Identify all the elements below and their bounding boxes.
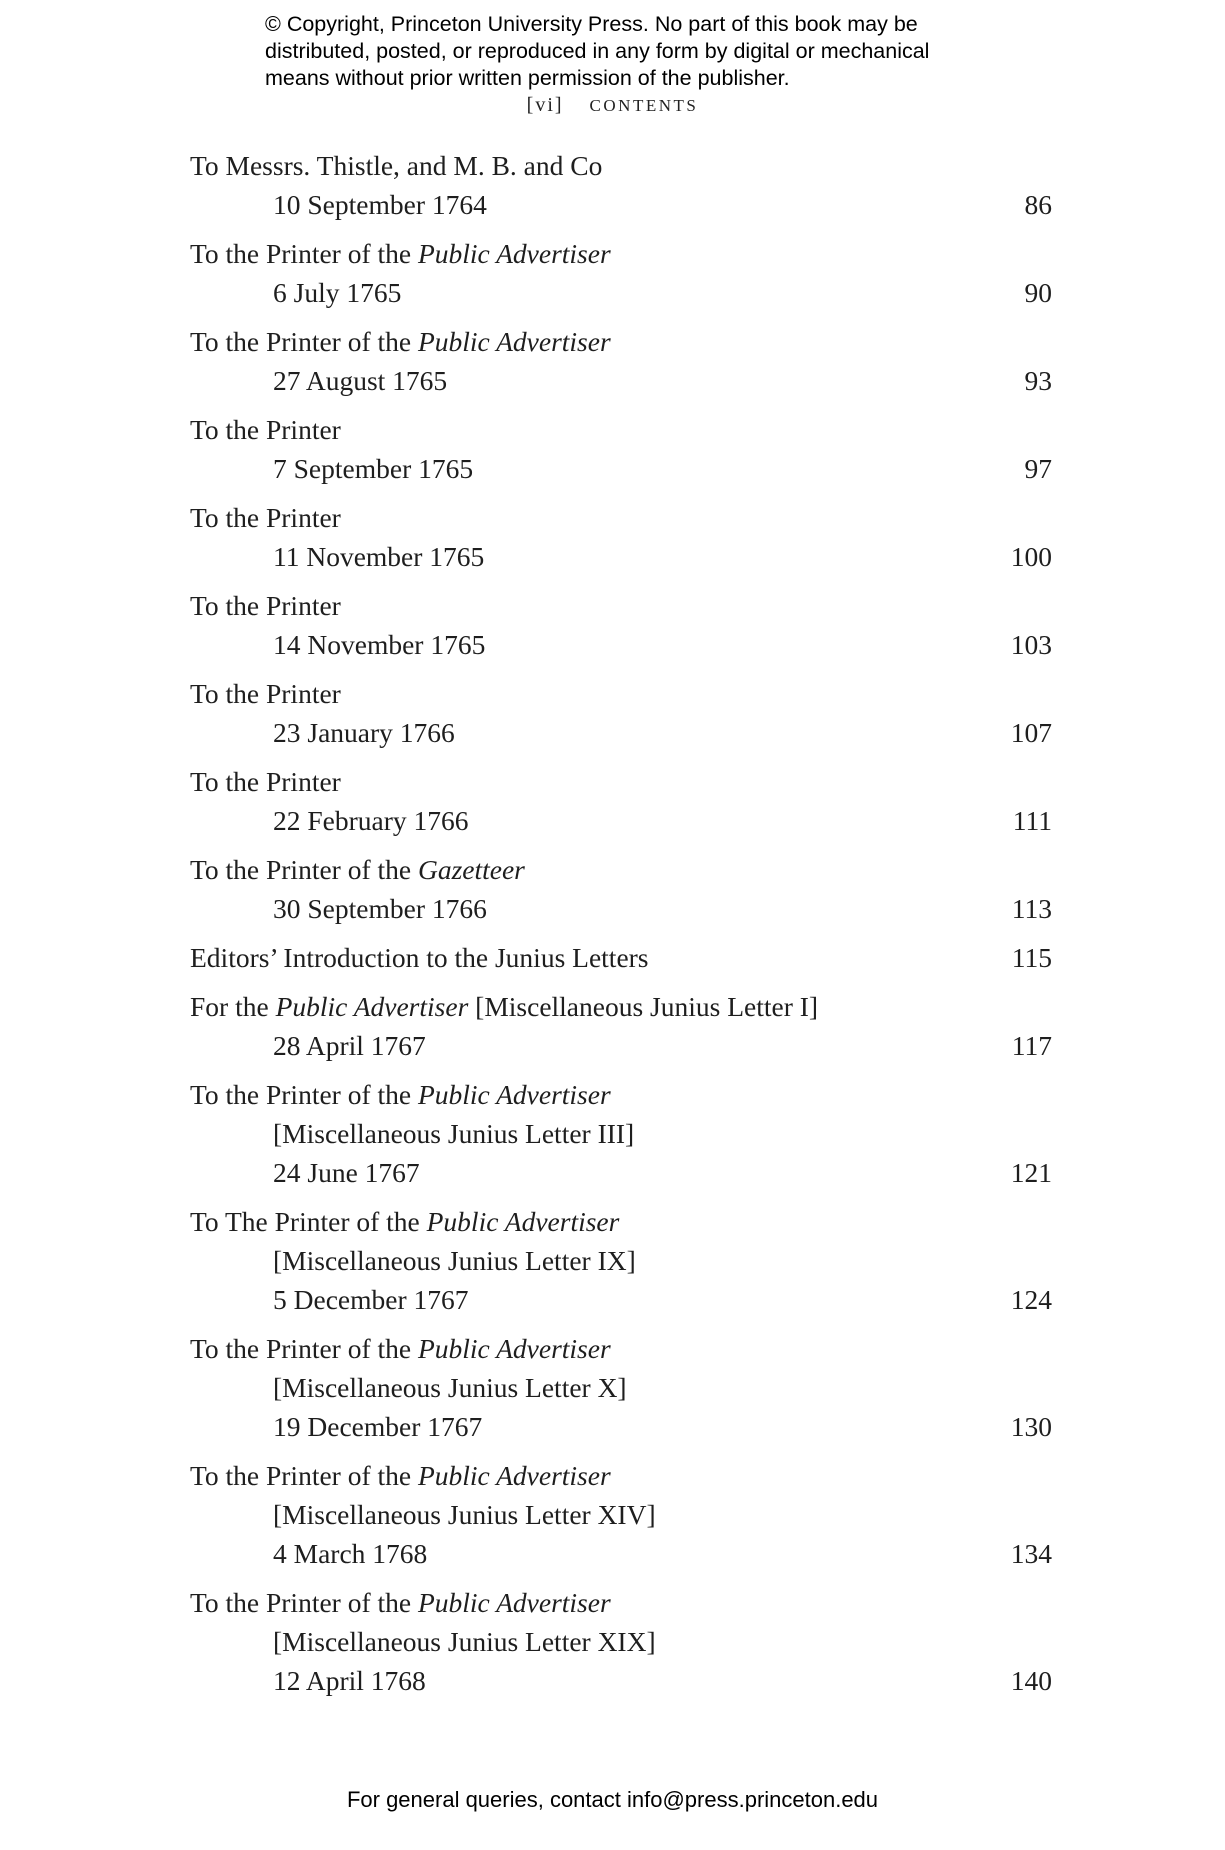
footer-contact: For general queries, contact info@press.princeton.edu — [346, 1787, 879, 1812]
toc-entry[interactable] — [190, 1075, 1052, 1192]
toc-entry-title — [190, 322, 1052, 361]
toc-entry-title — [190, 1202, 1052, 1241]
toc-entry-date: 14 November 1765 — [273, 629, 486, 660]
toc-entry-subtitle: [Miscellaneous Junius Letter III] — [273, 1118, 635, 1149]
toc-page-number: 86 — [1024, 189, 1052, 220]
toc-entry-date: 23 January 1766 — [273, 717, 455, 748]
toc-entry[interactable] — [190, 322, 1052, 400]
title-text: To the Printer — [190, 590, 341, 621]
toc-entry-date: 11 November 1765 — [273, 541, 485, 572]
toc-entry-subtitle: [Miscellaneous Junius Letter IX] — [273, 1245, 636, 1276]
title-italic: Gazetteer — [417, 854, 525, 885]
title-italic: Public Advertiser — [417, 1587, 611, 1618]
toc-page-number: 124 — [1010, 1284, 1052, 1315]
toc-entry-date: 22 February 1766 — [273, 805, 469, 836]
toc-entry-title — [190, 146, 1052, 185]
toc-entry[interactable] — [190, 850, 1052, 928]
toc-entry[interactable] — [190, 498, 1052, 576]
title-text: To the Printer of the — [190, 1587, 418, 1618]
toc-entry-title — [190, 498, 1052, 537]
toc-entry-date: 4 March 1768 — [273, 1538, 428, 1569]
toc-page-number: 130 — [1010, 1411, 1052, 1442]
toc-entry-title — [190, 234, 1052, 273]
toc-entry-subtitle: [Miscellaneous Junius Letter XIX] — [273, 1626, 656, 1657]
toc-entry-title — [190, 410, 1052, 449]
toc-entry-title — [190, 1456, 1052, 1495]
toc-entry-title — [190, 1329, 1052, 1368]
title-text: To the Printer of the — [190, 1079, 418, 1110]
title-italic: Public Advertiser — [417, 326, 611, 357]
title-text: To the Printer — [190, 766, 341, 797]
title-suffix: [Miscellaneous Junius Letter I] — [468, 991, 819, 1022]
toc-page-number: 121 — [1010, 1157, 1052, 1188]
toc-entry[interactable] — [190, 762, 1052, 840]
title-text: To the Printer of the — [190, 1460, 418, 1491]
toc-page-number: 115 — [1011, 942, 1052, 973]
toc-entry-title — [190, 938, 1052, 977]
toc-entry-date: 5 December 1767 — [273, 1284, 469, 1315]
toc-entry-date: 7 September 1765 — [273, 453, 474, 484]
page-title: CONTENTS — [589, 96, 699, 115]
toc-entry-date: 30 September 1766 — [273, 893, 487, 924]
toc-entry[interactable] — [190, 938, 1052, 977]
title-italic: Public Advertiser — [417, 1333, 611, 1364]
toc-entry[interactable] — [190, 987, 1052, 1065]
toc-entry[interactable] — [190, 146, 1052, 224]
title-text: Editors’ Introduction to the Junius Letters — [190, 942, 649, 973]
toc-entry-title — [190, 850, 1052, 889]
toc-entry-date: 10 September 1764 — [273, 189, 487, 220]
copyright-line: means without prior written permission of the publisher. — [265, 66, 790, 90]
toc-entry[interactable] — [190, 1329, 1052, 1446]
toc-page-number: 103 — [1010, 629, 1052, 660]
title-text: To the Printer — [190, 678, 341, 709]
toc-page-number: 113 — [1011, 893, 1052, 924]
page-folio: [vi] — [526, 94, 564, 116]
title-text: To The Printer of the — [190, 1206, 427, 1237]
toc-entry-title — [190, 762, 1052, 801]
toc-entry-title — [190, 1075, 1052, 1114]
toc-entry-title — [190, 674, 1052, 713]
toc-entry-subtitle: [Miscellaneous Junius Letter X] — [273, 1372, 627, 1403]
toc-page-number: 90 — [1024, 277, 1052, 308]
toc-page-number: 111 — [1012, 805, 1052, 836]
toc-page-number: 107 — [1010, 717, 1052, 748]
title-text: To the Printer — [190, 502, 341, 533]
toc-entry[interactable] — [190, 674, 1052, 752]
title-text: To the Printer of the — [190, 326, 418, 357]
toc-entry-title — [190, 586, 1052, 625]
title-italic: Public Advertiser — [417, 238, 611, 269]
title-italic: Public Advertiser — [275, 991, 469, 1022]
toc-entry-date: 28 April 1767 — [273, 1030, 426, 1061]
toc-page-number: 100 — [1010, 541, 1052, 572]
toc-entry-subtitle: [Miscellaneous Junius Letter XIV] — [273, 1499, 656, 1530]
title-text: To the Printer of the — [190, 854, 418, 885]
toc-entry[interactable] — [190, 1456, 1052, 1573]
toc-entry-date: 6 July 1765 — [273, 277, 402, 308]
toc-entry[interactable] — [190, 1583, 1052, 1700]
title-italic: Public Advertiser — [417, 1460, 611, 1491]
toc-page-number: 117 — [1011, 1030, 1052, 1061]
toc-entry-date: 27 August 1765 — [273, 365, 448, 396]
toc-entry[interactable] — [190, 1202, 1052, 1319]
toc-entry-title — [190, 1583, 1052, 1622]
toc-page-number: 97 — [1024, 453, 1052, 484]
toc-entry[interactable] — [190, 586, 1052, 664]
toc-page-number: 134 — [1010, 1538, 1052, 1569]
title-italic: Public Advertiser — [426, 1206, 620, 1237]
toc-entry[interactable] — [190, 234, 1052, 312]
running-head — [0, 94, 1225, 117]
title-text: To the Printer — [190, 414, 341, 445]
title-italic: Public Advertiser — [417, 1079, 611, 1110]
copyright-notice — [265, 11, 985, 92]
title-text: To the Printer of the — [190, 1333, 418, 1364]
copyright-line: distributed, posted, or reproduced in any form by digital or mechanical — [265, 39, 930, 63]
table-of-contents — [190, 146, 1052, 1710]
toc-page-number: 140 — [1010, 1665, 1052, 1696]
toc-entry-title — [190, 987, 1052, 1026]
toc-entry-date: 24 June 1767 — [273, 1157, 420, 1188]
title-text: To the Printer of the — [190, 238, 418, 269]
toc-entry[interactable] — [190, 410, 1052, 488]
toc-entry-date: 12 April 1768 — [273, 1665, 426, 1696]
title-text: For the — [190, 991, 276, 1022]
copyright-line: © Copyright, Princeton University Press. No part of this book may be — [265, 12, 918, 36]
title-text: To Messrs. Thistle, and M. B. and Co — [190, 150, 603, 181]
toc-entry-date: 19 December 1767 — [273, 1411, 483, 1442]
toc-page-number: 93 — [1024, 365, 1052, 396]
